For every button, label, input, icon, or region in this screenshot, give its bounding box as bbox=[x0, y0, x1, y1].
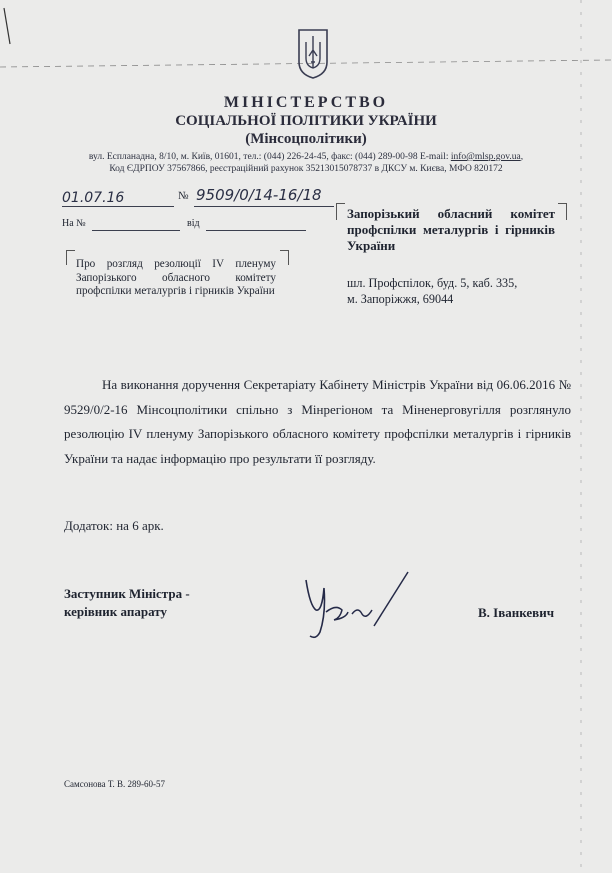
subject-bracket-right bbox=[280, 250, 289, 265]
letter-body: На виконання доручення Секретаріату Кабінету Міністрів України від 06.06.2016 № 9529/0/2-16 Мінсоцполітики спільно з Мінрегіоном та Міненерговугілля розглянуло резолюцію IV пленуму Запорізького обласного комітету профспілки металургів і гірників України та надає інформацію про результати її розгляду. bbox=[64, 377, 571, 466]
ministry-address: вул. Еспланадна, 8/10, м. Київ, 01601, тел.: (044) 226-24-45, факс: (044) 289-00-98 E-mail: info@mlsp.gov.ua, bbox=[88, 152, 524, 162]
ministry-full-name: СОЦІАЛЬНОЇ ПОЛІТИКИ УКРАЇНИ bbox=[175, 113, 437, 129]
number-underline bbox=[194, 206, 334, 207]
reference-number-line bbox=[92, 230, 180, 231]
recipient-name: Запорізький обласний комітет профспілки металургів і гірників України bbox=[347, 206, 555, 253]
outgoing-number: 9509/0/14-16/18 bbox=[196, 186, 322, 204]
signatory-position: Заступник Міністра - керівник апарату bbox=[64, 586, 190, 619]
letter-subject: Про розгляд резолюції IV пленуму Запорізького обласного комітету профспілки металургів і гірників України bbox=[76, 258, 276, 298]
reference-number-label: На № bbox=[62, 218, 86, 229]
signatory-name: В. Іванкевич bbox=[478, 605, 555, 620]
email-link[interactable]: info@mlsp.gov.ua bbox=[450, 152, 521, 162]
recipient-bracket-left bbox=[336, 203, 345, 220]
attachment-note: Додаток: на 6 арк. bbox=[64, 518, 164, 533]
handwritten-signature bbox=[296, 566, 414, 646]
ministry-short-name: (Мінсоцполітики) bbox=[245, 131, 367, 147]
outgoing-date: 01.07.16 bbox=[62, 190, 125, 206]
reference-date-line bbox=[206, 230, 306, 231]
reference-date-label: від bbox=[187, 218, 200, 229]
coat-of-arms-icon bbox=[297, 28, 329, 80]
ministry-codes: Код ЄДРПОУ 37567866, реєстраційний рахунок 35213015078737 в ДКСУ м. Києва, МФО 820172 bbox=[109, 164, 503, 174]
recipient-address: шл. Профспілок, буд. 5, каб. 335, м. Запоріжжя, 69044 bbox=[347, 276, 518, 306]
recipient-bracket-right bbox=[558, 203, 567, 220]
number-sign: № bbox=[178, 190, 189, 202]
subject-bracket-left bbox=[66, 250, 75, 265]
ministry-name: МІНІСТЕРСТВО bbox=[223, 94, 389, 111]
date-underline bbox=[62, 206, 174, 207]
executor-contact: Самсонова Т. В. 289-60-57 bbox=[64, 779, 165, 789]
